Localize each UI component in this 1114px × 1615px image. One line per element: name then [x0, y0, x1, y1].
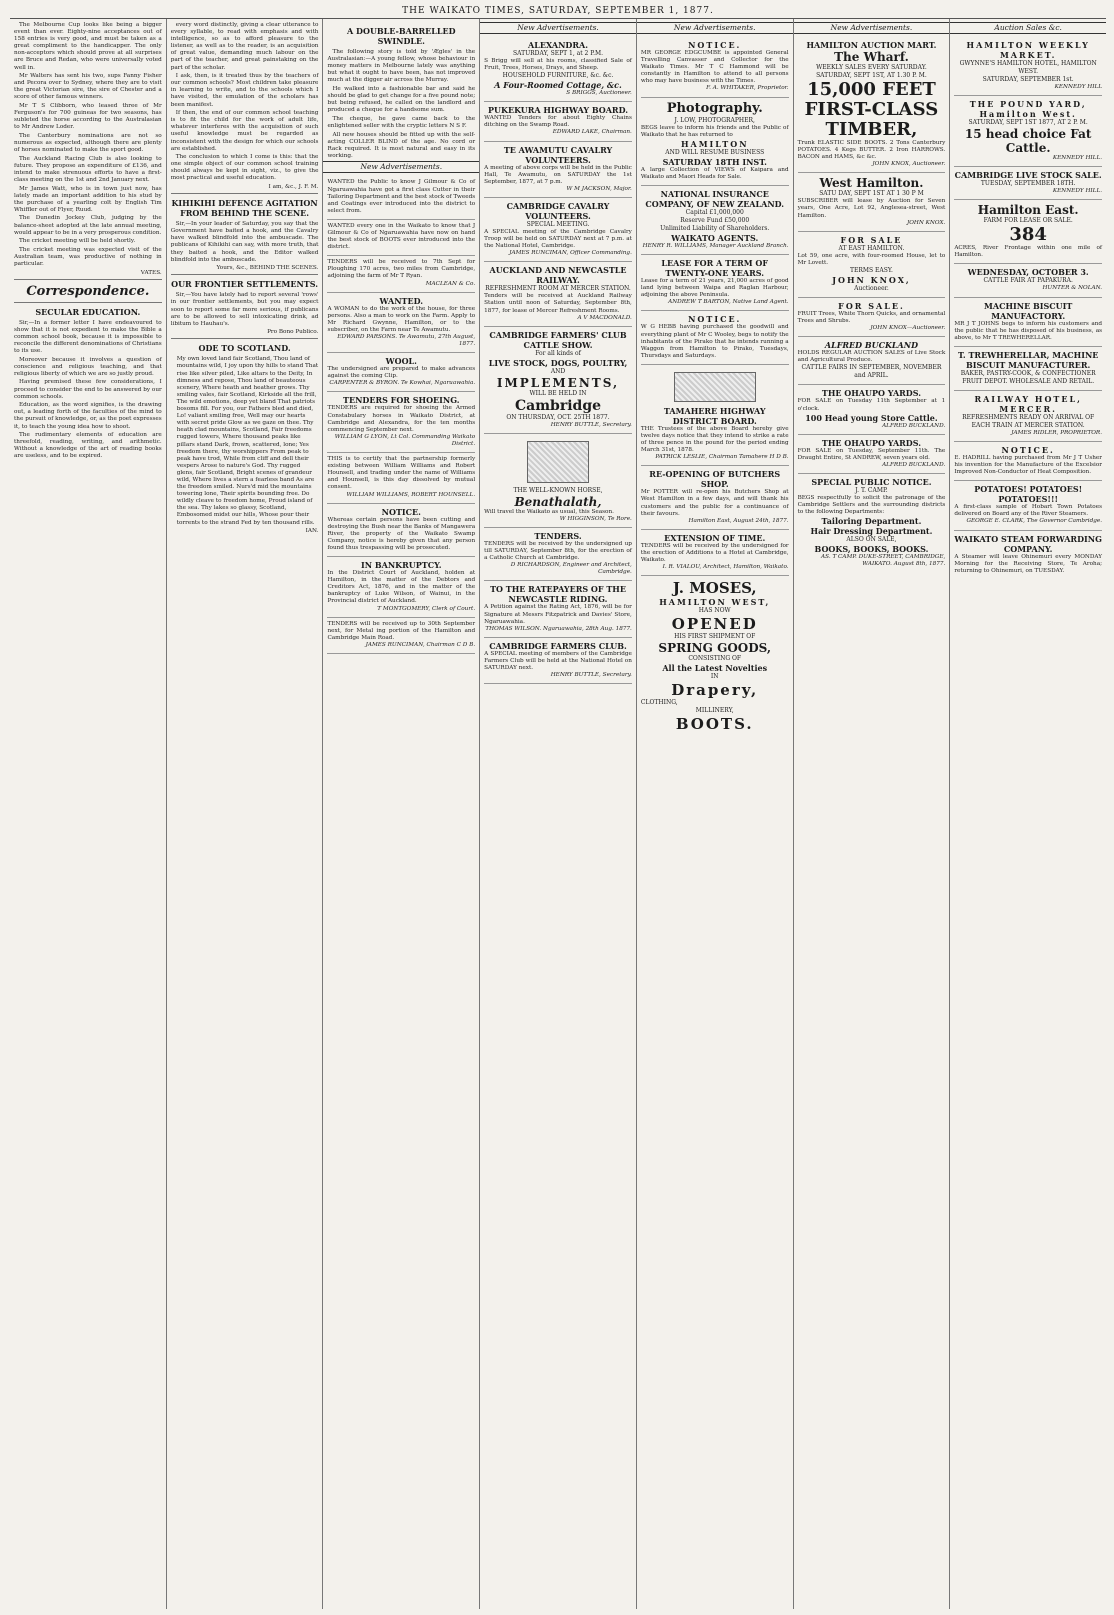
- ad-body: A WOMAN to do the work of the house, for three persons. Also a man to work on the Farm. Apply to Mr Richard Gwynne, Hamilton, or to the subscriber, on the Farm near Te Awamutu.: [327, 305, 476, 333]
- ad-title: FOR SALE: [840, 234, 903, 245]
- ad-subtitle: For all kinds of: [535, 349, 581, 357]
- article-paragraph: The cheque, he gave came back to the enlightened seller with the cryptic letters N S F.: [327, 115, 476, 129]
- column-header: New Advertisements.: [323, 161, 479, 173]
- ad-title: JOHN KNOX,: [832, 274, 911, 285]
- ad-title: MACHINE BISCUIT MANUFACTORY.: [984, 300, 1073, 321]
- ad-body: MR GEORGE EDGCUMBE is appointed General Travelling Canvasser and Collector for the Waikato Times. Mr T C Hammond will be constantly in Hamilton to attend to all persons who may have business with the Times.: [640, 50, 789, 85]
- advertisement: [327, 176, 475, 219]
- advertisement: [954, 531, 1102, 579]
- ad-signature: GEORGE E. CLARK, The Governor Cambridge.: [966, 518, 1103, 525]
- advertisement: [798, 337, 946, 385]
- ad-subtitle: CATTLE FAIRS IN SEPTEMBER, NOVEMBER and APRIL.: [801, 364, 942, 380]
- ad-signature: S BRIGGS, Auctioneer.: [566, 90, 632, 97]
- ad-body: WANTED every one in the Waikato to know that J Gilmour & Co of Ngaruawahia have now on hand the best stock of BOOTS ever introduced into the district.: [327, 222, 476, 251]
- ad-signature: EDWARD PARSONS. Te Awamutu, 27th August, 1877.: [337, 334, 476, 348]
- advertisement: [954, 391, 1102, 442]
- column-6: [794, 19, 951, 1609]
- ad-signature: W M JACKSON, Major.: [566, 185, 632, 192]
- article-heading: A DOUBLE-BARRELLED SWINDLE.: [347, 26, 456, 46]
- ad-body: WANTED Tenders for about Eighty Chains ditching on the Swamp Road.: [484, 115, 632, 129]
- advertisement: [484, 102, 632, 141]
- ad-body: ACRES, River Frontage within one mile of Hamilton.: [954, 245, 1103, 259]
- article-paragraph: Education, as the word signifies, is the drawing out, a leading forth of the faculties of the mind to the pursuit of knowledge, or, as the poet expresses it, to teach the young idea how to shoot.: [14, 402, 162, 430]
- section-heading: Correspondence.: [26, 283, 150, 299]
- ad-title: TAMAHERE HIGHWAY DISTRICT BOARD.: [663, 405, 766, 426]
- ad-title: NATIONAL INSURANCE COMPANY, OF NEW ZEALAND.: [645, 188, 785, 209]
- article-paragraph: I ask, then, is it treated thus by the teachers of our common schools? Most children take pleasure in learning to write, and to the schools which I have visited, the emulation of the scholars has been manifest.: [170, 73, 319, 108]
- article-heading: KIHIKIHI DEFENCE AGITATION FROM BEHIND THE SCENE.: [171, 198, 318, 219]
- ad-body: THIS is to certify that the partnership formerly existing between William Williams and Robert Hounsell, and trading under the name of Williams and Hounsell, is this day dissolved by mutual consent.: [327, 456, 476, 491]
- ad-title: SPECIAL PUBLIC NOTICE.: [811, 476, 932, 487]
- ad-title: PUKEKURA HIGHWAY BOARD.: [488, 105, 628, 116]
- ad-subtitle: WEEKLY SALES EVERY SATURDAY.: [816, 64, 927, 71]
- ad-signature: A V MACDONALD.: [577, 314, 632, 321]
- advertisement: [641, 37, 789, 98]
- ad-body: A large Collection of VIEWS of Kaipara and Waikato and Maori Heads for Sale.: [640, 166, 789, 180]
- ad-body: TENDERS will be received up to 30th September next, for Metal ing portion of the Hamilton and Cambridge Main Road.: [327, 620, 476, 641]
- ad-subtitle: CONSISTING OF: [688, 655, 742, 663]
- ad-signature: MACLEAN & Co.: [425, 280, 476, 287]
- advertisement: [641, 311, 789, 364]
- ad-body: Whereas certain persons have been cutting and destroying the Bush near the Banks of Mangawera River, the property of the Waikato Swamp Company, notice is hereby given that any person found thus trespassing will be prosecuted.: [327, 516, 476, 551]
- ad-title: TO THE RATEPAYERS OF THE NEWCASTLE RIDING.: [490, 584, 626, 605]
- column-5: [637, 19, 794, 1609]
- ad-body: FRUIT Trees, White Thorn Quicks, and ornamental Trees and Shrubs.: [797, 310, 946, 325]
- ad-title: CAMBRIDGE CAVALRY VOLUNTEERS.: [506, 200, 610, 221]
- advertisement: [484, 528, 632, 581]
- ad-title: LIVE STOCK, DOGS, POULTRY,: [488, 357, 628, 368]
- article-paragraph: Mr Walters has sent his two, sups Fanny Fisher and Pecora over to Sydney, where they are to visit the great Victorian sire, the sire of Chester and a score of other famous winners.: [14, 73, 162, 101]
- article-paragraph: The Auckland Racing Club is also looking to future. They propose an expenditure of £136, and intend to make strenuous efforts to have a first-class meeting on the 1st and 2nd January next.: [14, 155, 162, 183]
- ad-title: TE AWAMUTU CAVALRY VOLUNTEERS.: [503, 144, 613, 165]
- ad-body: A Petition against the Rating Act, 1876, will be for Signature at Messrs Fitzpatrick and Davies' Store, Ngaruawahia.: [484, 604, 632, 625]
- ad-title: All the Latest Novelties: [662, 663, 768, 674]
- ad-body: A first-class sample of Hobart Town Potatoes delivered on Board any of the River Steamers.: [954, 504, 1103, 518]
- ad-signature: F. A. WHITAKER, Proprietor.: [706, 85, 789, 92]
- ad-title: AUCKLAND AND NEWCASTLE RAILWAY.: [489, 265, 627, 286]
- ad-subtitle: THE WELL-KNOWN HORSE,: [513, 486, 603, 494]
- article-heading: OUR FRONTIER SETTLEMENTS.: [171, 279, 319, 290]
- article-paragraph: All new houses should be fitted up with the self-acting COLLER BLIND of the age. No cord or Rack required. It is most natural and easy in its working.: [327, 131, 476, 159]
- article-paragraph: The conclusion to which I come is this: that the one simple object of our common school training should always be kept in sight, viz., to give the most practical and useful education.: [170, 154, 319, 182]
- ad-subtitle: SATURDAY, SEPTEMBER 1st.: [982, 76, 1074, 83]
- ad-signature: HUNTER & NOLAN.: [1042, 285, 1103, 292]
- ad-title: SPRING GOODS,: [658, 641, 772, 656]
- ad-subtitle: Capital £1,000,000: [685, 208, 744, 216]
- advertisement: [327, 453, 475, 504]
- ad-title: 15,000 FEET FIRST-CLASS TIMBER,: [804, 79, 939, 140]
- article-paragraph: The cricket meeting was expected visit of the Australian team, was productive of nothing in particular.: [14, 246, 162, 267]
- advertisement: [484, 142, 632, 198]
- ad-title: WANTED.: [379, 295, 424, 306]
- ad-title: HAMILTON WEST,: [659, 597, 771, 608]
- ad-body: Mr POTTER will re-open his Butchers Shop at West Hamilton in a few days, and will thank his customers and the public for a continuance of their favours.: [640, 489, 789, 517]
- ad-subtitle: J. LOW, PHOTOGRAPHER,: [674, 116, 755, 124]
- poem-signature: IAN.: [305, 528, 319, 535]
- article-paragraph: The following story is told by 'Ægles' in the Australasian:—A young fellow, whose behaviour in money matters in Melbourne lately was anything but what it ought to have been, has not improved much at the digger air across the Murray.: [327, 49, 476, 84]
- ad-title: BOOTS.: [675, 715, 754, 734]
- ad-title: CAMBRIDGE FARMERS' CLUB CATTLE SHOW.: [489, 329, 627, 350]
- ad-subtitle: AT EAST HAMILTON.: [838, 244, 905, 252]
- ad-subtitle: AND: [550, 367, 566, 375]
- ad-signature: ALFRED BUCKLAND.: [882, 422, 946, 429]
- ad-subtitle: CLOTHING,: [640, 699, 678, 707]
- article-paragraph: He walked into a fashionable bar and said he should be glad to get change for a five pound note; but being refused, he called on the landlord and produced a cheque for a handsome sum.: [327, 85, 476, 114]
- advertisement: [484, 638, 632, 684]
- ad-title: EXTENSION OF TIME.: [664, 532, 766, 543]
- advertisement: [484, 581, 632, 637]
- advertisement: [327, 557, 475, 618]
- ad-title: NOTICE.: [688, 314, 742, 325]
- ad-signature: PATRICK LESLIE, Chairman Tamahere H D B.: [655, 454, 789, 461]
- ad-title: A Four-Roomed Cottage, &c.: [494, 80, 622, 91]
- ad-body: Trunk ELASTIC SIDE BOOTS. 2 Tons Canterbury POTATOES. 4 Kegs BUTTER. 2 Iron HARROWS. BACON and HAMS, &c &c.: [797, 140, 946, 161]
- advertisement: [641, 186, 789, 255]
- ad-signature: T MONTGOMERY, Clerk of Court.: [377, 605, 476, 612]
- advertisement: [954, 442, 1102, 481]
- ad-title: FOR SALE.: [838, 300, 905, 311]
- ad-body: A SPECIAL meeting of members of the Cambridge Farmers Club will be held at the National Hotel on SATURDAY next.: [484, 650, 632, 671]
- divider: [14, 302, 162, 303]
- ad-body: BEGS leave to inform his friends and the Public of Waikato that he has returned to: [640, 124, 789, 138]
- ad-signature: HENRY BUTTLE, Secretary.: [550, 672, 632, 679]
- ad-body: TENDERS will be received by the undersigned up till SATURDAY, September 8th, for the erection of a Catholic Church at Cambridge.: [484, 540, 632, 562]
- ad-title: CAMBRIDGE LIVE STOCK SALE.: [954, 170, 1102, 181]
- ad-subtitle: REFRESHMENTS READY ON ARRIVAL OF EACH TRAIN AT MERCER STATION.: [962, 413, 1095, 429]
- ad-title: 15 head choice Fat Cattle.: [964, 127, 1092, 156]
- ad-subtitle: SATURDAY, SEPT 1ST 1877, AT 2 P. M.: [968, 119, 1088, 127]
- ad-signature: JAMES RUNCIMAN, Chairman C D B.: [365, 641, 476, 648]
- advertisement: [327, 293, 475, 354]
- column-header: Auction Sales &c.: [950, 22, 1106, 34]
- ad-title: IN BANKRUPTCY.: [361, 560, 442, 571]
- ad-signature: ANDREW T BARTON, Native Land Agent.: [668, 299, 789, 306]
- advertisement: [641, 530, 789, 576]
- ad-subtitle: MILLINERY,: [695, 707, 734, 715]
- ad-title: RAILWAY HOTEL, MERCER.: [974, 393, 1082, 414]
- advertisement: [954, 481, 1102, 530]
- ad-title: ALFRED BUCKLAND: [824, 340, 919, 351]
- advertisement: [798, 385, 946, 434]
- ad-subtitle: CATTLE FAIR AT PAPAKURA.: [983, 277, 1073, 285]
- ad-body: A SPECIAL meeting of the Cambridge Cavalry Troop will be held on SATURDAY next at 7 p.m. at the National Hotel, Cambridge.: [484, 228, 632, 250]
- article-signature: Yours, &c., BEHIND THE SCENES.: [216, 265, 319, 272]
- ad-body: TENDERS are required for shoeing the Armed Constabulary horses in Waikato District, at Cambridge and Alexandra, for the ten months commencing September next.: [327, 405, 476, 433]
- ad-body: THE Trustees of the above Board hereby give twelve days notice that they intend to strike a rate of three pence in the pound for the period ending March 31st, 1878.: [640, 425, 789, 454]
- ad-body: FOR SALE on Tuesday 11th September at 1 o'clock.: [797, 398, 946, 412]
- ad-title: Tailoring Department.: [821, 516, 922, 527]
- ad-title: WAIKATO STEAM FORWARDING COMPANY.: [954, 533, 1102, 554]
- ad-title: Cambridge: [515, 397, 602, 414]
- column-4: [480, 19, 637, 1609]
- ad-body: E. HADRILL having purchased from Mr J T Usher his invention for the Manufacture of the Excelsior Improved Non-Conductor of Heat Composition.: [954, 454, 1103, 476]
- ad-title: Photography.: [666, 100, 763, 116]
- divider: [14, 279, 162, 280]
- article-paragraph: The cricket meeting will be held shortly.: [19, 238, 136, 245]
- column-7: [950, 19, 1106, 1609]
- ad-subtitle: J. T. CAMP.: [855, 486, 888, 494]
- poem-heading: ODE TO SCOTLAND.: [198, 343, 291, 354]
- ad-title: SATURDAY 18TH INST.: [662, 156, 767, 167]
- ad-body: SUBSCRIBER will lease by Auction for Seven years, One Acre, Lot 92, Anglesea-street, West Hamilton.: [797, 198, 946, 219]
- ad-title: NOTICE.: [1001, 444, 1055, 455]
- article-signature: Pro Bono Publico.: [267, 329, 319, 336]
- ad-title: Hamilton East.: [977, 203, 1079, 218]
- ad-body: Lot 59, one acre, with four-roomed House, let to Mr Lovett.: [797, 252, 946, 266]
- article-paragraph: The Canterbury nominations are not so numerous as expected, although there are plenty of horses nominated to make the sport good.: [14, 132, 162, 154]
- masthead: THE WAIKATO TIMES, SATURDAY, SEPTEMBER 1, 1877.: [10, 4, 1106, 19]
- ad-title: WEDNESDAY, OCTOBER 3.: [967, 267, 1089, 278]
- ad-body: HOLDS REGULAR AUCTION SALES of Live Stock and Agricultural Produce.: [797, 350, 946, 364]
- advertisement: [954, 264, 1102, 297]
- divider: [171, 193, 319, 194]
- ad-signature: WILLIAM G LYON, Lt Col. Commanding Waikato District.: [334, 433, 476, 447]
- ad-title: The Wharf.: [834, 50, 909, 64]
- column-1: [10, 19, 167, 1609]
- ad-title: POTATOES! POTATOES!: [974, 484, 1083, 495]
- advertisement: [484, 198, 632, 262]
- ad-subtitle: TUESDAY, SEPTEMBER 18TH.: [980, 180, 1076, 188]
- advertisement: [954, 96, 1102, 167]
- ad-body: A Steamer will leave Ohinemuri every MONDAY Morning for the Receiving Store, Te Aroha; returning to Ohinemuri, on TUESDAY.: [954, 553, 1103, 574]
- crest-illustration: [674, 372, 756, 402]
- advertisement: [641, 466, 789, 529]
- advertisement: [484, 37, 632, 102]
- ad-signature: AS. T CAMP. DUKE-STREET, CAMBRIDGE, WAIKATO. August 8th, 1877.: [821, 554, 946, 568]
- article-paragraph: Sir,—In your leader of Saturday, you say that the Government have baited a hook, and the Cavalry have walked blindfold into the ambuscade. The publicans of Kihikihi can say, with more truth, that they baited a hook, and the Editor walked blindfold into the ambuscade.: [170, 221, 319, 263]
- ad-title: J. MOSES,: [672, 579, 757, 598]
- advertisement: [798, 173, 946, 231]
- ad-body: A meeting of above corps will be held in the Public Hall, Te Awamutu, on SATURDAY the 1st September, 1877, at 7 p.m.: [484, 164, 632, 185]
- ad-title: IMPLEMENTS,: [496, 375, 620, 390]
- ad-title: THE POUND YARD, Hamilton West.: [969, 99, 1087, 120]
- column-2: [167, 19, 324, 1609]
- ad-signature: JOHN KNOX—Auctioneer.: [870, 325, 946, 332]
- ad-subtitle: TERMS EASY.: [849, 266, 893, 274]
- ad-title: Benathalath,: [514, 494, 602, 509]
- ad-subtitle: FARM FOR LEASE OR SALE.: [983, 217, 1073, 225]
- ad-body: Tenders will be received at Auckland Railway Station until noon of Saturday, September 8th, 1877, for lease of Mercer Refreshment Rooms.: [484, 293, 632, 314]
- ad-subtitle: Auctioneer.: [854, 284, 889, 292]
- divider: [171, 338, 319, 339]
- ad-subtitle: SATURDAY, SEPT 1, at 2 P.M.: [512, 50, 604, 57]
- ad-title: 100 Head young Store Cattle.: [805, 412, 938, 423]
- article-paragraph: Moreover because it involves a question of conscience and religious teaching, and that religious liberty of which we are so justly proud.: [14, 356, 162, 377]
- ad-title: HAMILTON AUCTION MART.: [806, 40, 937, 50]
- ad-signature: JOHN KNOX.: [906, 219, 946, 226]
- divider: [171, 274, 319, 275]
- ad-subtitle: IN: [710, 673, 719, 681]
- ad-signature: JOHN KNOX, Auctioneer.: [872, 161, 946, 168]
- advertisement: [954, 167, 1102, 200]
- ad-subtitle: SATURDAY, SEPT 1ST, AT 1.30 P. M.: [816, 72, 927, 79]
- ad-signature: HENRY BUTTLE, Secretary.: [550, 421, 632, 428]
- article-paragraph: The rudimentary elements of education are threefold, reading, writing, and arithmetic. Without a knowledge of the art of reading books are useless, and to be expired.: [14, 432, 162, 460]
- article-paragraph: The Melbourne Cup looks like being a bigger event than ever. Eighty-nine acceptances out of 158 entries is very good, and must be taken as a great compliment to the handicapper. The only non-acceptors which should prove at all surprises are Bruce and Redan, who were universally voted well in.: [14, 22, 162, 71]
- ad-title: RE-OPENING OF BUTCHERS SHOP.: [649, 469, 781, 490]
- ad-body: W G HEBB having purchased the goodwill and everything plant of Mr C Wooley, begs to notify the inhabitants of the Pirako that he intends running a Waggon from Hamilton to Pirako, Tuesdays, Thursdays and Saturdays.: [640, 324, 789, 359]
- ad-signature: ALFRED BUCKLAND.: [882, 461, 946, 468]
- ad-signature: I. R. VIALOU, Architect, Hamilton, Waikato.: [662, 564, 789, 571]
- advertisement: [327, 256, 475, 292]
- article-paragraph: every word distinctly, giving a clear utterance to every syllable, to read with emphasis and with intelligence, so as to afford pleasure to the listener, as well as to the reader, is an acquisition of great value, demanding much labour on the part of the teacher, and great painstaking on the part of the scholar.: [170, 22, 319, 71]
- advertisement: [327, 392, 475, 453]
- ad-title: WOOL.: [385, 356, 417, 367]
- ad-title: BOOKS, BOOKS, BOOKS.: [814, 544, 929, 555]
- column-header: New Advertisements.: [794, 22, 950, 34]
- article-heading: SECULAR EDUCATION.: [35, 306, 141, 317]
- column-header: New Advertisements.: [637, 22, 793, 34]
- ad-subtitle: WILL BE HELD IN: [529, 389, 587, 397]
- advertisement: [641, 255, 789, 311]
- advertisement: [954, 298, 1102, 347]
- ad-title: NOTICE.: [381, 506, 421, 517]
- ad-subtitle: ALSO ON SALE,: [846, 536, 897, 544]
- ad-title: THE OHAUPO YARDS.: [821, 388, 922, 399]
- advertisement: [798, 232, 946, 298]
- ad-signature: Hamilton East, August 24th, 1877.: [688, 517, 789, 524]
- advertisement: [798, 474, 946, 572]
- advertisement: [327, 618, 475, 654]
- ad-title: T. TREWHERELLAR, MACHINE BISCUIT MANUFACTURER.: [957, 349, 1099, 370]
- ad-title: 384: [1009, 224, 1047, 246]
- ad-subtitle: HAS NOW: [698, 607, 731, 615]
- advertisement: [484, 327, 632, 434]
- ad-body: Lease for a term of 21 years, 21,000 acres of good land lying between Waipa and Raglan Harbour, adjoining the above Peninsula.: [640, 278, 789, 299]
- advertisement: [484, 262, 632, 326]
- column-header: New Advertisements.: [480, 22, 636, 34]
- article-signature: VATES.: [140, 269, 162, 276]
- advertisement: [641, 576, 789, 737]
- advertisement: [641, 365, 789, 466]
- ad-signature: THOMAS WILSON. Ngaruawahia, 28th Aug. 1877.: [485, 625, 632, 632]
- ad-subtitle: Reserve Fund £50,000: [680, 216, 750, 224]
- advertisement: [327, 504, 475, 557]
- ad-subtitle: GWYNNE'S HAMILTON HOTEL, HAMILTON WEST.: [959, 60, 1097, 75]
- ad-signature: W HIGGINSON, Te Rore.: [559, 515, 632, 522]
- advertisement: [954, 37, 1102, 96]
- ad-title: LEASE FOR A TERM OF TWENTY-ONE YEARS.: [661, 258, 769, 279]
- ad-signature: CARPENTER & BYRON. Te Kowhai, Ngaruawahia.: [329, 380, 476, 387]
- ad-title: CAMBRIDGE FARMERS CLUB.: [489, 640, 627, 651]
- advertisement: [484, 434, 632, 528]
- ad-subtitle: REFRESHMENT ROOM AT MERCER STATION.: [485, 285, 631, 293]
- ad-title: HAMILTON: [680, 138, 749, 149]
- ad-signature: EDWARD LAKE, Chairman.: [552, 129, 632, 136]
- ad-title: Hair Dressing Department.: [810, 526, 933, 537]
- ad-body: WANTED the Public to know J Gilmour & Co of Ngaruawahia have got a first class Cutter in their Tailoring Department and the best stock of Tweeds and Coatings ever introduced into the district to select from.: [327, 179, 476, 214]
- ad-title: OPENED: [671, 615, 758, 634]
- ad-body: MR J T JOHNS begs to inform his customers and the public that he has disposed of his business, as above, to Mr T TREWHERELLAR.: [954, 320, 1103, 341]
- ad-body: In the District Court of Auckland, holden at Hamilton, in the matter of the Debtors and Creditors Act, 1876, and in the matter of the bankruptcy of Luke Wilson, of Wainui, in the Provincial district of Auckland.: [327, 570, 476, 605]
- ad-body: TENDERS will be received by the undersigned for the erection of Additions to a Hotel at Cambridge, Waikato.: [640, 542, 789, 563]
- ad-signature: KENNEDY HILL.: [1052, 155, 1103, 162]
- advertisement: [327, 220, 475, 256]
- ad-subtitle: SPECIAL MEETING.: [526, 220, 590, 228]
- article-paragraph: Having premised these few considerations, I proceed to consider the end to be answered by our common schools.: [14, 379, 162, 400]
- advertisement: [954, 347, 1102, 391]
- advertisement: [798, 435, 946, 474]
- ad-title: TENDERS FOR SHOEING.: [343, 395, 460, 406]
- ad-subtitle: AND WILL RESUME BUSINESS: [665, 148, 765, 156]
- ad-subtitle: Unlimited Liability of Shareholders.: [660, 224, 770, 232]
- ad-signature: KENNEDY HILL.: [1052, 188, 1103, 195]
- advertisement: [641, 98, 789, 186]
- column-3: [323, 19, 480, 1609]
- ad-subtitle: SATU DAY, SEPT 1ST AT 1 30 P M: [819, 190, 924, 198]
- ad-subtitle: HIS FIRST SHIPMENT OF: [674, 633, 756, 641]
- advertisement: [798, 298, 946, 337]
- ad-title: POTATOES!!!: [998, 494, 1058, 505]
- ad-subtitle: HOUSEHOLD FURNITURE, &c. &c.: [502, 72, 614, 80]
- ad-title: WAIKATO AGENTS.: [671, 232, 759, 243]
- ad-signature: D RICHARDSON, Engineer and Architect, Cambridge.: [510, 562, 632, 576]
- ad-title: West Hamilton.: [819, 176, 924, 191]
- ad-title: TENDERS.: [534, 530, 582, 541]
- article-paragraph: Mr James Watt, who is in town just now, has lately made an important addition to his stud by the purchase of a yearling colt by English Tim Whiffler out of Flyer, Ruud.: [14, 185, 162, 213]
- ad-signature: KENNEDY HILL: [1054, 84, 1103, 90]
- article-paragraph: Sir,—In a former letter I have endeavoured to show that it is not expedient to make the Bible a common school book, because it is impossible to reconcile the different denominations of Christians to its use.: [14, 319, 162, 355]
- horse-illustration: [527, 441, 589, 483]
- ad-body: BEGS respectfully to solicit the patronage of the Cambridge Settlers and the surrounding districts to the following Departments:: [797, 494, 946, 516]
- ad-signature: JAMES RIDLER, PROPRIETOR.: [1011, 429, 1103, 436]
- ad-signature: WILLIAM WILLIAMS, ROBERT HOUNSELL.: [346, 491, 476, 498]
- ad-subtitle: BAKER, PASTRY-COOK, & CONFECTIONER FRUIT DEPOT. WHOLESALE AND RETAIL.: [960, 369, 1096, 385]
- ad-body: The undersigned are prepared to make advances against the coming Clip.: [327, 366, 476, 380]
- ad-signature: HENRY R. WILLIAMS, Manager Auckland Branch.: [642, 242, 789, 249]
- article-paragraph: Mr T S Clibborn, who leased three of Mr Ferguson's for 700 guineas for two seasons, has subleted the horse according to the Australasian to Mr Andrew Loder.: [14, 103, 162, 131]
- ad-signature: JAMES RUNCIMAN, Officer Commanding.: [509, 250, 632, 257]
- ad-title: HAMILTON WEEKLY MARKET.: [966, 40, 1090, 60]
- ad-title: THE OHAUPO YARDS.: [821, 437, 922, 448]
- poem-body: My own loved land fair Scotland, Thou land of mountains wild, I joy upon thy hills to stand That rise like silver piled, Like altars to the Deity, In dimness and repose, Thou land of beauteous scenery, Where heath and heather grows. Thy smiling vales, fair Scotland, Kirkside all the frill, The wild emotions, deep yet bland That patriots bosoms fill. For you, our Fathers bled and died, Lo! valiant smiling free, Well may our hearts with secret pride Glow as we gaze on thee. Thy heath clad mountains, Scotland, Fair freedoms rugged towers, Where thousand peaks like pillars stand Dark, frown, scattered, lone; Yes freedom there, thy worshippers From peak to peak have trod, While from cliff and dell their vespers Arose to nature's God. Thy rugged glens, fair Scotland, Bright scenes of grandeur wild, Where lives a stern a fearless band As are the freedom smiled. Nurs'd mid the mountains towering lone, Their spirits bounding free. Do wildly cleave to freedom home, Proud island of the sea. Thy lakes so glassy, Scotland, Embosomed midst our hills, Whose pour their torrents to the strand Fed by ten thousand rills.: [176, 356, 319, 526]
- article-paragraph: If then, the end of our common school teaching is to fit the child for the work of adult life, whatever interferes with the acquisition of such useful knowledge must be regarded as inconsistent with the design for which our schools are established.: [170, 110, 319, 152]
- ad-body: TENDERS will be received to 7th Sept for Ploughing 170 acres, two miles from Cambridge, adjoining the farm of Mr T Ryan.: [327, 259, 476, 280]
- ad-subtitle: ON THURSDAY, OCT. 25TH 1877.: [506, 413, 610, 421]
- article-paragraph: The Dunedin Jockey Club, judging by the balance-sheet adopted at the late annual meeting, would appear to be in a very prosperous condition.: [14, 215, 162, 236]
- advertisement: [798, 37, 946, 173]
- advertisement: [954, 200, 1102, 264]
- ad-title: Drapery,: [671, 681, 759, 700]
- ad-body: FOR SALE on Tuesday, September 11th. The Draught Entire, St ANDREW, seven years old.: [797, 447, 946, 461]
- ad-title: NOTICE.: [688, 40, 742, 50]
- advertisement: [327, 353, 475, 392]
- ad-title: ALEXANDRA.: [528, 40, 588, 50]
- ad-body: S Brigg will sell at his rooms, classified Sale of Fruit, Trees, Horses, Drays, and Sheep.: [484, 58, 632, 72]
- article-paragraph: Sir,—You have lately had to report several 'rows' in our frontier settlements, but you may expect soon to report some far more serious, if publicans are to be allowed to sell intoxicating drink, ad libitum to Hauhau's.: [170, 292, 319, 327]
- ad-body: Will travel the Waikato as usual, this Season.: [484, 508, 614, 515]
- article-signature: I am, &c., J. F. M.: [268, 184, 319, 191]
